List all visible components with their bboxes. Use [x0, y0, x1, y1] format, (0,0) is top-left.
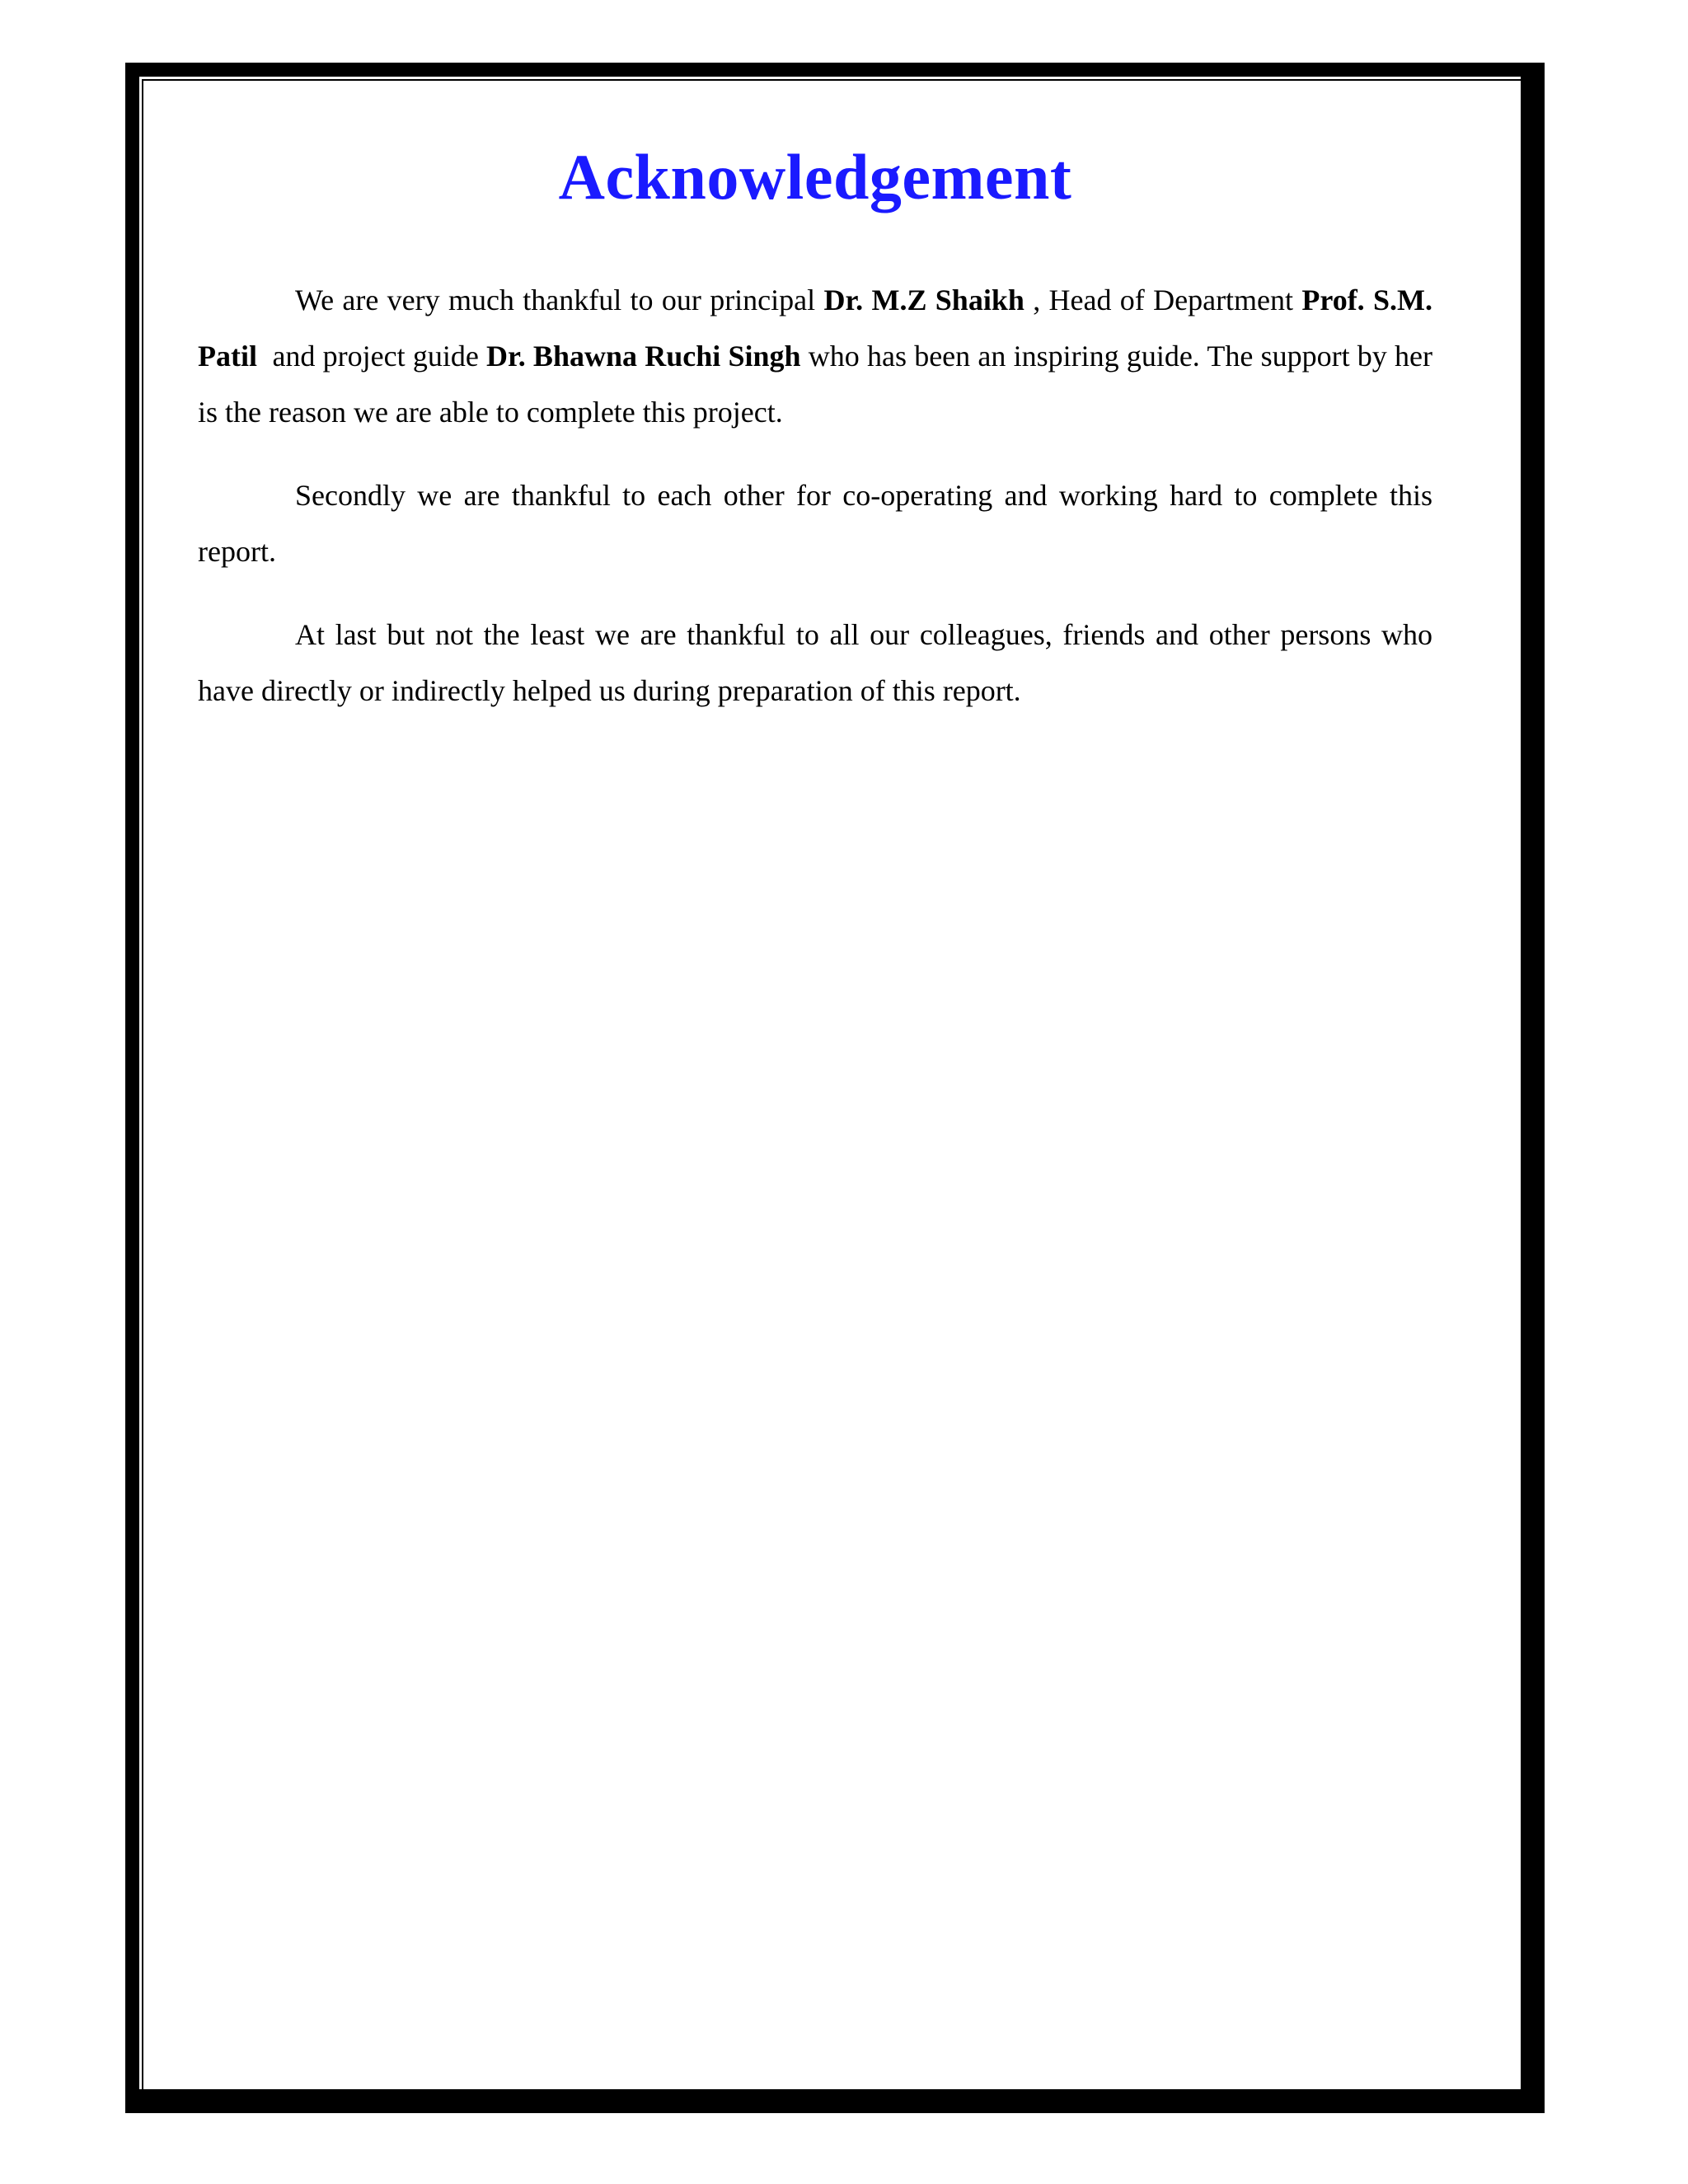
paragraph-2-text: Secondly we are thankful to each other for co-operating and working hard to complete this report.: [198, 479, 1432, 568]
guide-name: Dr. Bhawna Ruchi Singh: [486, 340, 801, 373]
paragraph-1: [198, 272, 1432, 440]
page-content: [198, 132, 1432, 719]
page-title: Acknowledgement: [558, 141, 1072, 213]
principal-name: Dr. M.Z Shaikh: [823, 284, 1025, 316]
paragraph-1-text-3: and project guide: [256, 340, 487, 373]
paragraph-3: [198, 607, 1432, 719]
paragraph-1-text-1: We are very much thankful to our principal: [295, 284, 824, 316]
hod-name: Prof. S.M. Patil: [198, 284, 1433, 373]
paragraph-1-text-4: who has been an inspiring guide. The support by her is the reason we are able to complete this project.: [198, 340, 1432, 429]
paragraph-3-text: At last but not the least we are thankful to all our colleagues, friends and other persons who have directly or indirectly helped us during preparation of this report.: [198, 618, 1432, 707]
paragraph-2: [198, 467, 1432, 579]
paragraph-1-text-2: , Head of Department: [1024, 284, 1302, 316]
